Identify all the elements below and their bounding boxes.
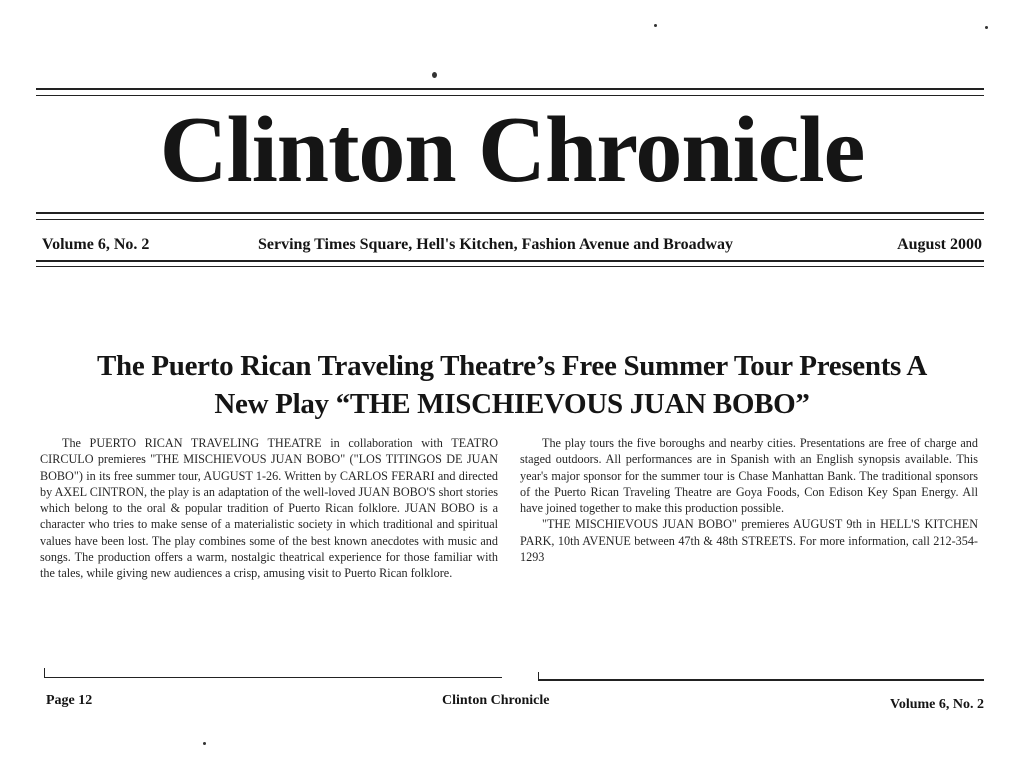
dateline-rule [36, 260, 984, 262]
issue-date: August 2000 [897, 236, 982, 253]
masthead-top-rule [36, 88, 984, 90]
footer-rule-left [44, 677, 502, 678]
article-headline [40, 347, 984, 423]
footer-rule-right-tick [538, 672, 539, 681]
footer-page-number: Page 12 [46, 693, 93, 708]
scan-speck [432, 72, 437, 78]
footer-volume: Volume 6, No. 2 [890, 697, 984, 712]
masthead-bottom-rule-thin [36, 219, 984, 220]
footer-paper-name: Clinton Chronicle [442, 693, 550, 708]
headline-line-2: New Play “THE MISCHIEVOUS JUAN BOBO” [214, 388, 810, 420]
footer-rule-left-tick [44, 668, 45, 678]
scan-speck [985, 26, 988, 29]
scan-speck [654, 24, 657, 27]
article-paragraph: The PUERTO RICAN TRAVELING THEATRE in collaboration with TEATRO CIRCULO premieres "THE MISCHIEVOUS JUAN BOBO" ("LOS TITINGOS DE JUAN BOBO") in its free summer tour, AUGUST 1-26. Written by CARLOS FERARI and directed by AXEL CINTRON, the play is an adaptation of the well-loved JUAN BOBO'S short stories which belong to the oral & popular tradition of Puerto Rican folklore. JUAN BOBO is a character who tries to make sense of a materialistic society in which traditional and spiritual values have been lost. The play combines some of the best known anecdotes with music and songs. The production offers a warm, nostalgic theatrical experience for those familiar with the tales, while giving new audiences a crisp, amusing visit to Puerto Rican folklore. [40, 436, 498, 581]
volume-label: Volume 6, No. 2 [42, 236, 150, 253]
headline-line-1: The Puerto Rican Traveling Theatre’s Free Summer Tour Presents A [96, 350, 928, 382]
masthead-bottom-rule [36, 212, 984, 214]
footer-rule-right [538, 679, 984, 681]
article-paragraph: "THE MISCHIEVOUS JUAN BOBO" premieres AUGUST 9th in HELL'S KITCHEN PARK, 10th AVENUE between 47th & 48th STREETS. For more information, call 212-354-1293 [520, 517, 978, 565]
article-column-right [520, 435, 978, 565]
article-paragraph: The play tours the five boroughs and nearby cities. Presentations are free of charge and staged outdoors. All performances are in Spanish with an English synopsis available. This year's major sponsor for the summer tour is Chase Manhattan Bank. The traditional sponsors of the Puerto Rican Traveling Theatre are Goya Foods, Con Edison Key Span Energy. All have joined together to make this production possible. [520, 436, 978, 516]
masthead-title: Clinton Chronicle [159, 98, 865, 202]
article-column-left [40, 435, 498, 582]
masthead-top-rule-thin [36, 95, 984, 96]
dateline-rule-thin [36, 266, 984, 267]
tagline: Serving Times Square, Hell's Kitchen, Fashion Avenue and Broadway [258, 236, 734, 253]
scan-speck [203, 742, 206, 745]
